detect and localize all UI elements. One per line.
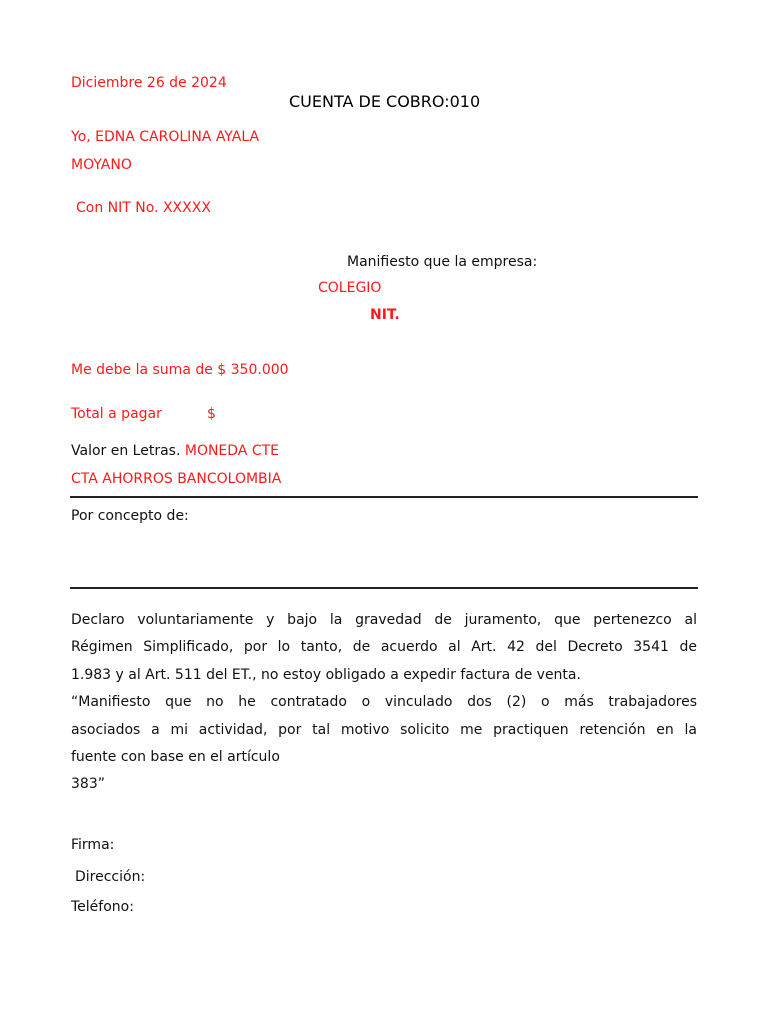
- issuer-name-line2: MOYANO: [71, 157, 132, 173]
- concept-label: Por concepto de:: [71, 508, 189, 524]
- declaration-line: fuente con base en el artículo: [71, 749, 280, 766]
- company-intro: Manifiesto que la empresa:: [347, 254, 538, 270]
- phone-label: Teléfono:: [71, 899, 134, 915]
- declaration-line: asociados a mi actividad, por tal motivo solicito me practiquen retención en la: [71, 721, 697, 738]
- document-title: CUENTA DE COBRO:010: [289, 92, 481, 111]
- declaration-line: Régimen Simplificado, por lo tanto, de acuerdo al Art. 42 del Decreto 3541 de: [71, 639, 697, 656]
- bank-account: CTA AHORROS BANCOLOMBIA: [71, 471, 282, 487]
- declaration-paragraph: [71, 607, 697, 799]
- declaration-line: Declaro voluntariamente y bajo la gravedad de juramento, que pertenezco al: [71, 612, 697, 628]
- issuer-name-line1: Yo, EDNA CAROLINA AYALA: [71, 129, 260, 145]
- declaration-line: 383”: [71, 776, 105, 793]
- declaration-line: “Manifiesto que no he contratado o vinculado dos (2) o más trabajadores: [71, 694, 697, 711]
- amount-words-value: MONEDA CTE: [184, 443, 280, 459]
- amount-owed: Me debe la suma de $ 350.000: [71, 362, 289, 378]
- total-symbol: $: [207, 406, 216, 422]
- divider-bottom: [70, 587, 698, 589]
- company-name: COLEGIO: [318, 280, 382, 296]
- declaration-line: 1.983 y al Art. 511 del ET., no estoy obligado a expedir factura de venta.: [71, 666, 581, 683]
- amount-words-row: [71, 442, 279, 460]
- document-date: Diciembre 26 de 2024: [71, 75, 227, 91]
- company-nit: NIT.: [370, 307, 400, 323]
- amount-words-label: Valor en Letras.: [71, 443, 181, 459]
- signature-label: Firma:: [71, 837, 115, 853]
- total-label: Total a pagar: [71, 406, 162, 422]
- address-label: Dirección:: [75, 869, 146, 885]
- divider-top: [70, 496, 698, 498]
- issuer-nit: Con NIT No. XXXXX: [76, 200, 211, 216]
